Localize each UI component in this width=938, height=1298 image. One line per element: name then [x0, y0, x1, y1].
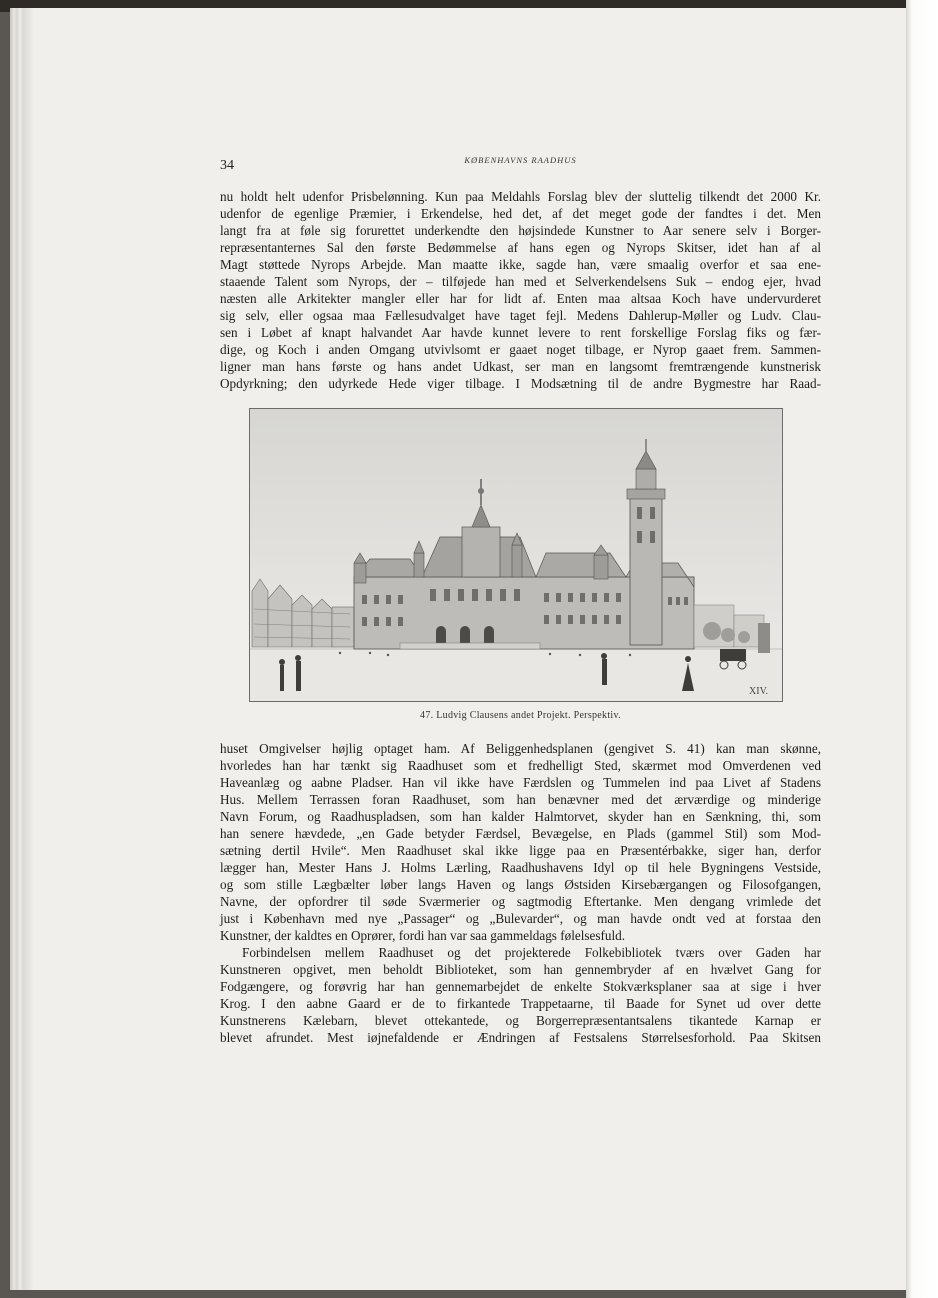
running-head: KØBENHAVNS RAADHUS: [464, 155, 577, 165]
figure-mark: XIV.: [749, 686, 768, 697]
text-line: han senere hævdede, „en Gade betyder Færdsel, Bevægelse, en Plads (gammel Stil) som Mod-: [220, 826, 821, 841]
text-line: Fodgængere, og forøvrig har han gennemarbejdet de enkelte Stokværksplaner saa at sige i hver: [220, 979, 821, 994]
text-line: hvorledes han har tænkt sig Raadhuset som et fredhelligt Sted, skærmet mod Omverdenen ved: [220, 758, 821, 773]
text-line: just i København med nye „Passager“ og „Bulevarder“, og man havde ondt ved at forstaa den: [220, 911, 821, 926]
text-line: huset Omgivelser højlig optaget ham. Af Beliggenhedsplanen (gengivet S. 41) kan man skønne,: [220, 741, 821, 756]
text-line: ligner man hans første og hans andet Udkast, ser man en langsomt fremtrængende kunstnerisk: [220, 359, 821, 374]
page-header: [220, 150, 821, 180]
text-line: Navn Forum, og Raadhuspladsen, som han kalder Halmtorvet, skyder han en Sænkning, thi, som: [220, 809, 821, 824]
paragraph-top: [220, 188, 821, 392]
text-line: Hus. Mellem Terrassen foran Raadhuset, som han benævner med det ærværdige og minderige: [220, 792, 821, 807]
text-line: Haveanlæg og aabne Pladser. Han vil ikke have Færdslen og Tummelen ind paa Livet af Stadens: [220, 775, 821, 790]
text-line: Kunstnerens Kælebarn, blevet ottekantede, og Borgerrepræsentantsalens tikantede Karnap er: [220, 1013, 821, 1028]
text-line: lægger han, Mester Hans J. Holms Lærling, Raadhushavens Idyl op til hele Bygningens Vestside,: [220, 860, 821, 875]
text-line: Magt støttede Nyrops Arbejde. Man maatte ikke, sagde han, være smaalig overfor et saa ene-: [220, 257, 821, 272]
town-hall-drawing: [250, 409, 782, 701]
text-line: dige, og Koch i anden Omgang utvivlsomt er gaaet noget tilbage, er Nyrop gaaet frem. Sammen-: [220, 342, 821, 357]
figure-illustration: [249, 408, 783, 702]
text-line: udenfor de egenlige Præmier, i Erkendelse, hed det, af det meget gode der fandtes i det. Men: [220, 206, 821, 221]
text-line: repræsentanternes Sal den første Bedømmelse af hans egen og Nyrops Skitser, idet han af al: [220, 240, 821, 255]
text-line: staaende Talent som Nyrops, der – tilføjede han med et Selverkendelsens Suk – endog ejer, hvad: [220, 274, 821, 289]
text-line: Opdyrkning; den udyrkede Hede viger tilbage. I Modsætning til de andre Bygmestre har Raad-: [220, 376, 821, 391]
text-line: sig selv, eller ogsaa maa Fællesudvalget have taget fejl. Medens Dahlerup-Møller og Ludv. Clau-: [220, 308, 821, 323]
text-line: næsten alle Arkitekter mangler eller har for lidt af. Enten maa altsaa Koch have undervurderet: [220, 291, 821, 306]
text-line: sen i Løbet af knapt halvandet Aar havde kunnet levere to rent forskellige Forslag fiks og fær-: [220, 325, 821, 340]
text-line: og som stille Lægbælter løber langs Haven og langs Østsiden Kirsebærgangen og Filosofgangen,: [220, 877, 821, 892]
text-line: Navne, der opfordrer til søde Sværmerier og sagtmodig Eftertanke. Men dengang vrimlede det: [220, 894, 821, 909]
text-line: Forbindelsen mellem Raadhuset og det projekterede Folkebibliotek tværs over Gaden har: [242, 945, 821, 960]
text-line: sætning dertil Hvile“. Men Raadhuset skal ikke ligge paa en Præsentérbakke, siger han, derfor: [220, 843, 821, 858]
paragraph-bottom: [220, 740, 821, 1046]
text-line: Kunstneren opgivet, men beholdt Biblioteket, som han gennembryder af en hvælvet Gang for: [220, 962, 821, 977]
text-line: Krog. I den aabne Gaard er de to firkantede Trappetaarne, til Baade for Synet ud over dette: [220, 996, 821, 1011]
figure-caption: 47. Ludvig Clausens andet Projekt. Perspektiv.: [420, 710, 621, 721]
page-number: 34: [220, 158, 234, 173]
text-line: langt fra at føle sig forurettet underkendte den højsindede Kunstner to Aar senere selv i Borger-: [220, 223, 821, 238]
page-edge: [906, 0, 938, 1298]
text-line: blevet afrundet. Mest iøjnefaldende er Ændringen af Festsalens Størrelsesforhold. Paa Skitsen: [220, 1030, 821, 1045]
text-line: nu holdt helt udenfor Prisbelønning. Kun paa Meldahls Forslag blev der sluttelig tilkendt det 2000 Kr.: [220, 189, 821, 204]
binding-shadow: [10, 8, 34, 1290]
text-line: Kunstner, der kaldtes en Oprører, fordi han var saa gammeldags følelsesfuld.: [220, 928, 626, 943]
